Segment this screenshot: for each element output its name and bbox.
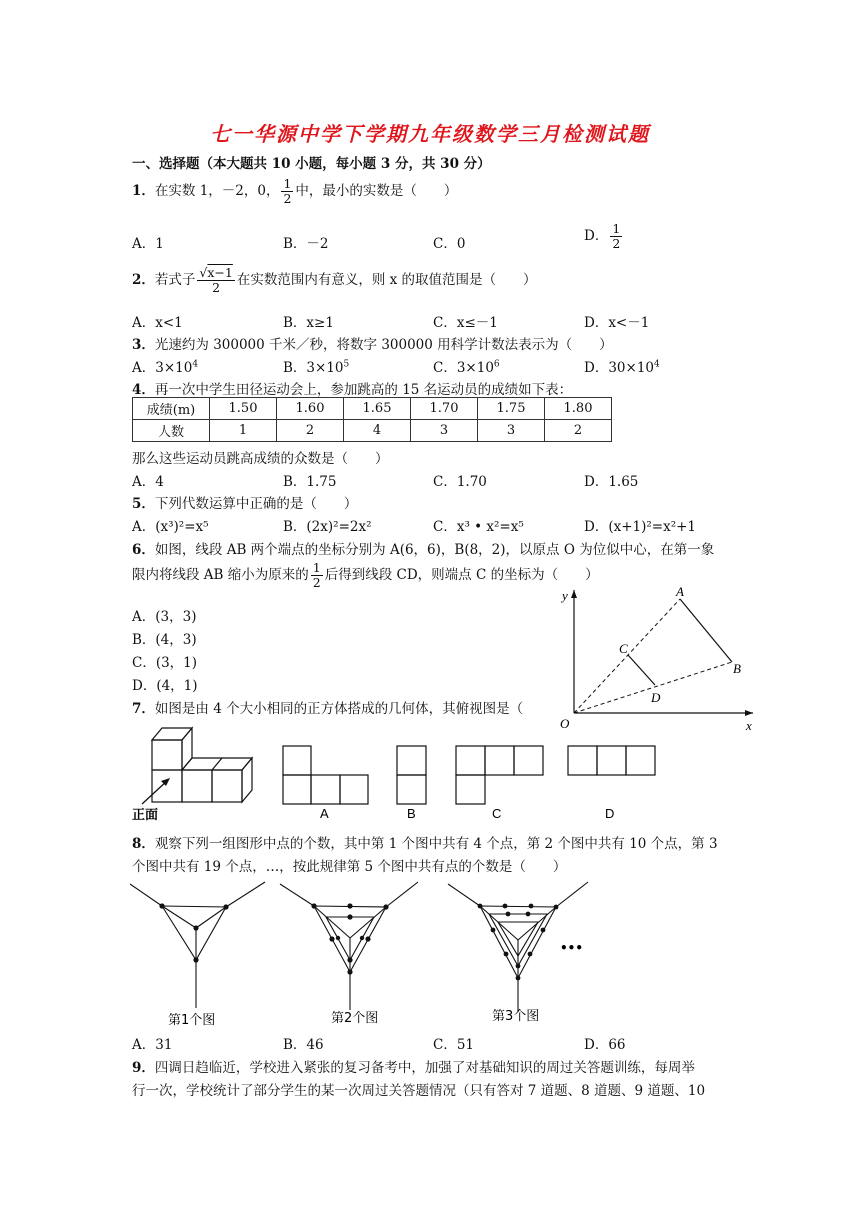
q4-option-d: D．1.65 [584, 474, 639, 490]
point-c-label: C [619, 641, 628, 656]
point-b-label: B [733, 661, 741, 676]
q3-option-a: A．$3\times 10^4$ [132, 359, 199, 376]
question-6-line2: 限内将线段 AB 缩小为原来的 $\frac{1}{2}$ 后得到线段 CD，则端点 C 的坐标为（ ） [132, 560, 599, 590]
table-cell: 人数 [133, 420, 210, 442]
table-cell: 1.75 [478, 398, 545, 420]
question-7: 7．如图是由 4 个大小相同的正方体搭成的几何体，其俯视图是（ [132, 701, 524, 717]
q6-option-b: B．(4，3) [132, 632, 197, 648]
view-b-label: B [407, 806, 416, 821]
q4-followup: 那么这些运动员跳高成绩的众数是（ ） [132, 451, 389, 467]
q5-option-a: A．(x³)²=x⁵ [132, 519, 209, 535]
figure-1-caption: 第1个图 [168, 1013, 216, 1028]
q6-option-d: D．(4，1) [132, 678, 198, 694]
table-row [133, 420, 612, 442]
question-5: 5．下列代数运算中正确的是（ ） [132, 496, 358, 512]
view-d-label: D [605, 806, 615, 821]
table-cell: 4 [344, 420, 411, 442]
question-9-line2: 行一次，学校统计了部分学生的某一次周过关答题情况（只有答对 7 道题、8 道题、9 道题、10 [132, 1083, 706, 1099]
table-row [133, 398, 612, 420]
figure-2-caption: 第2个图 [331, 1011, 379, 1026]
table-cell: 1.60 [277, 398, 344, 420]
q1-option-a: A．1 [132, 236, 164, 252]
q8-option-d: D．66 [584, 1037, 626, 1053]
q6-option-c: C．(3，1) [132, 655, 198, 671]
point-a-label: A [676, 585, 684, 599]
question-4: 4．再一次中学生田径运动会上，参加跳高的 15 名运动员的成绩如下表： [132, 382, 573, 398]
question-3: 3．光速约为 300000 千米／秒，将数字 300000 用科学计数法表示为（ ） [132, 337, 613, 353]
coordinate-figure [548, 585, 760, 735]
question-2: 2．若式子 $\frac{√x-1}{2}$ 在实数范围内有意义，则 x 的取值范围是（ ） [132, 265, 537, 295]
x-axis-label: x [746, 718, 752, 733]
q8-option-c: C．51 [433, 1037, 475, 1053]
question-8-line1: 8．观察下列一组图形中点的个数，其中第 1 个图中共有 4 个点，第 2 个图中共有 10 个点，第 3 [132, 836, 718, 852]
q2-option-b: B．x≥1 [283, 315, 334, 331]
figure-3-caption: 第3个图 [492, 1009, 540, 1024]
q1-option-d: D． $\frac{1}{2}$ [584, 221, 621, 251]
table-cell: 3 [478, 420, 545, 442]
dot-pattern-figures [128, 878, 598, 1028]
table-cell: 2 [545, 420, 612, 442]
point-d-label: D [651, 690, 661, 705]
section-heading: 一、选择题（本大题共 10 小题，每小题 3 分，共 30 分） [132, 156, 491, 172]
q1-option-c: C．0 [433, 236, 466, 252]
origin-label: O [560, 716, 570, 731]
front-label: 正面 [132, 808, 159, 823]
question-8-line2: 个图中共有 19 个点，…，按此规律第 5 个图中共有点的个数是（ ） [132, 859, 567, 875]
q2-option-d: D．x<－1 [584, 315, 650, 331]
table-cell: 成绩(m) [133, 398, 210, 420]
q8-option-a: A．31 [132, 1037, 173, 1053]
q2-option-c: C．x≤－1 [433, 315, 498, 331]
q4-option-a: A．4 [132, 474, 164, 490]
q5-option-d: D．(x+1)²=x²+1 [584, 519, 697, 535]
cube-solid-figure [130, 718, 255, 823]
view-a-label: A [320, 806, 329, 821]
table-cell: 1 [210, 420, 277, 442]
question-9-line1: 9．四调日趋临近，学校进入紧张的复习备考中，加强了对基础知识的周过关答题训练，每周举 [132, 1060, 695, 1076]
q3-option-b: B．$3\times 10^5$ [283, 359, 350, 376]
q5-option-c: C．x³ • x²=x⁵ [433, 519, 524, 535]
question-1: 1．在实数 1，－2，0， $\frac{1}{2}$ 中，最小的实数是（ ） [132, 176, 458, 206]
q3-option-c: C．$3\times 10^6$ [433, 359, 500, 376]
table-cell: 1.50 [210, 398, 277, 420]
q4-option-c: C．1.70 [433, 474, 487, 490]
table-cell: 3 [411, 420, 478, 442]
q4-option-b: B．1.75 [283, 474, 337, 490]
q8-option-b: B．46 [283, 1037, 324, 1053]
q3-option-d: D．$30\times 10^4$ [584, 359, 660, 376]
q5-option-b: B．(2x)²=2x² [283, 519, 372, 535]
page-title: 七一华源中学下学期九年级数学三月检测试题 [210, 122, 650, 146]
table-cell: 1.80 [545, 398, 612, 420]
score-table [132, 397, 612, 442]
question-6-line1: 6．如图，线段 AB 两个端点的坐标分别为 A(6，6)，B(8，2)，以原点 O 为位似中心，在第一象 [132, 542, 715, 558]
q1-option-b: B．－2 [283, 236, 329, 252]
table-cell: 1.65 [344, 398, 411, 420]
table-cell: 1.70 [411, 398, 478, 420]
q2-option-a: A．x<1 [132, 315, 183, 331]
view-c-label: C [492, 806, 502, 821]
continuation-dots: ••• [560, 941, 584, 955]
table-cell: 2 [277, 420, 344, 442]
y-axis-label: y [562, 588, 568, 603]
top-view-options [280, 742, 660, 822]
q6-option-a: A．(3，3) [132, 609, 197, 625]
